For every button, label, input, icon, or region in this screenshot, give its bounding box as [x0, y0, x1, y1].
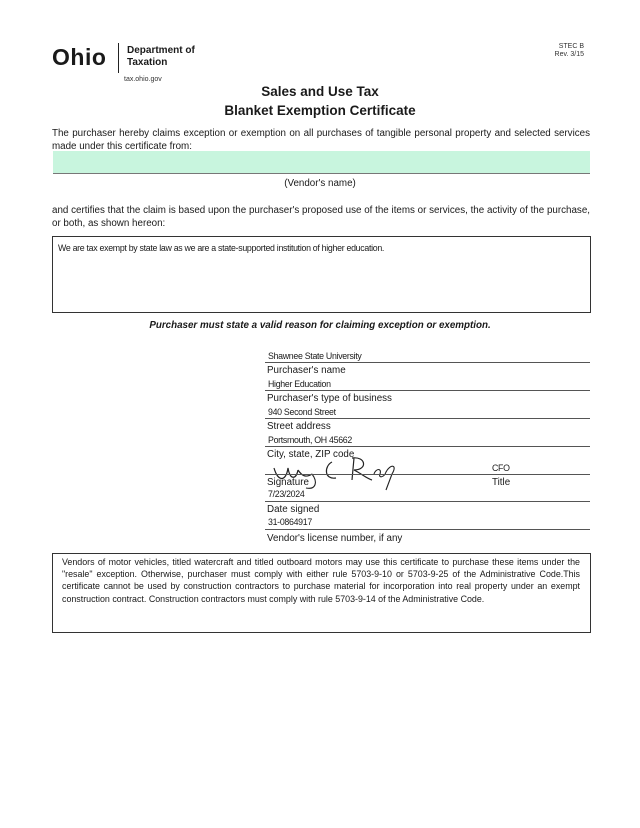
vendor-notice-text: Vendors of motor vehicles, titled watercraft and titled outboard motors may use this certificate to purchase these items under the "resale" exception. Otherwise, purchaser must comply with either rule 5703-9-10 or 5703-9-25 of the Administrative Code.This certificate cannot be used by construction contractors to purchase material for incorporation into real property under an exempt construction contract. Construction contractors must comply with rule 5703-9-14 of the Administrative Code. [62, 557, 580, 604]
form-revision: Rev. 3/15 [554, 51, 584, 58]
business-type-label: Purchaser's type of business [267, 393, 392, 404]
title-label: Title [492, 477, 511, 488]
vendor-name-field[interactable] [53, 151, 590, 173]
purchaser-name-line [265, 362, 590, 363]
date-signed-label: Date signed [267, 504, 320, 515]
vendor-name-caption: (Vendor's name) [284, 178, 356, 189]
form-title-line-2: Blanket Exemption Certificate [224, 103, 416, 118]
license-number-line [265, 529, 590, 530]
street-address-label: Street address [267, 421, 331, 432]
vendor-name-underline [53, 173, 590, 174]
department-line-2: Taxation [127, 57, 168, 68]
form-code-block [555, 43, 584, 59]
license-number-value[interactable]: 31-0864917 [268, 517, 312, 527]
department-name [127, 45, 195, 69]
city-state-zip-line [265, 446, 590, 447]
date-signed-value[interactable]: 7/23/2024 [268, 489, 305, 499]
form-code: STEC B [558, 43, 584, 50]
logo-divider [118, 43, 119, 73]
street-address-value[interactable]: 940 Second Street [268, 407, 336, 417]
purchaser-name-label: Purchaser's name [267, 365, 346, 376]
date-signed-line [265, 501, 590, 502]
department-line-1: Department of [127, 45, 195, 56]
signature-line [265, 474, 590, 475]
title-value[interactable]: CFO [492, 463, 510, 473]
business-type-value[interactable]: Higher Education [268, 379, 331, 389]
intro-text: The purchaser hereby claims exception or exemption on all purchases of tangible personal property and selected services made under this certificate from: [52, 128, 590, 152]
certifies-text: and certifies that the claim is based upon the purchaser's proposed use of the items or services, the activity of the purchase, or both, as shown hereon: [52, 205, 590, 229]
license-number-label: Vendor's license number, if any [267, 533, 403, 544]
street-address-line [265, 418, 590, 419]
ohio-logo-text: Ohio [52, 44, 107, 70]
website-link[interactable]: tax.ohio.gov [124, 76, 162, 83]
city-state-zip-value[interactable]: Portsmouth, OH 45662 [268, 435, 352, 445]
exemption-reason-value: We are tax exempt by state law as we are a state-supported institution of higher education. [58, 243, 385, 253]
signature-label: Signature [267, 477, 309, 488]
valid-reason-notice: Purchaser must state a valid reason for claiming exception or exemption. [149, 320, 491, 331]
city-state-zip-label: City, state, ZIP code [267, 449, 355, 460]
form-title-line-1: Sales and Use Tax [261, 84, 379, 99]
business-type-line [265, 390, 590, 391]
purchaser-name-value[interactable]: Shawnee State University [268, 351, 362, 361]
